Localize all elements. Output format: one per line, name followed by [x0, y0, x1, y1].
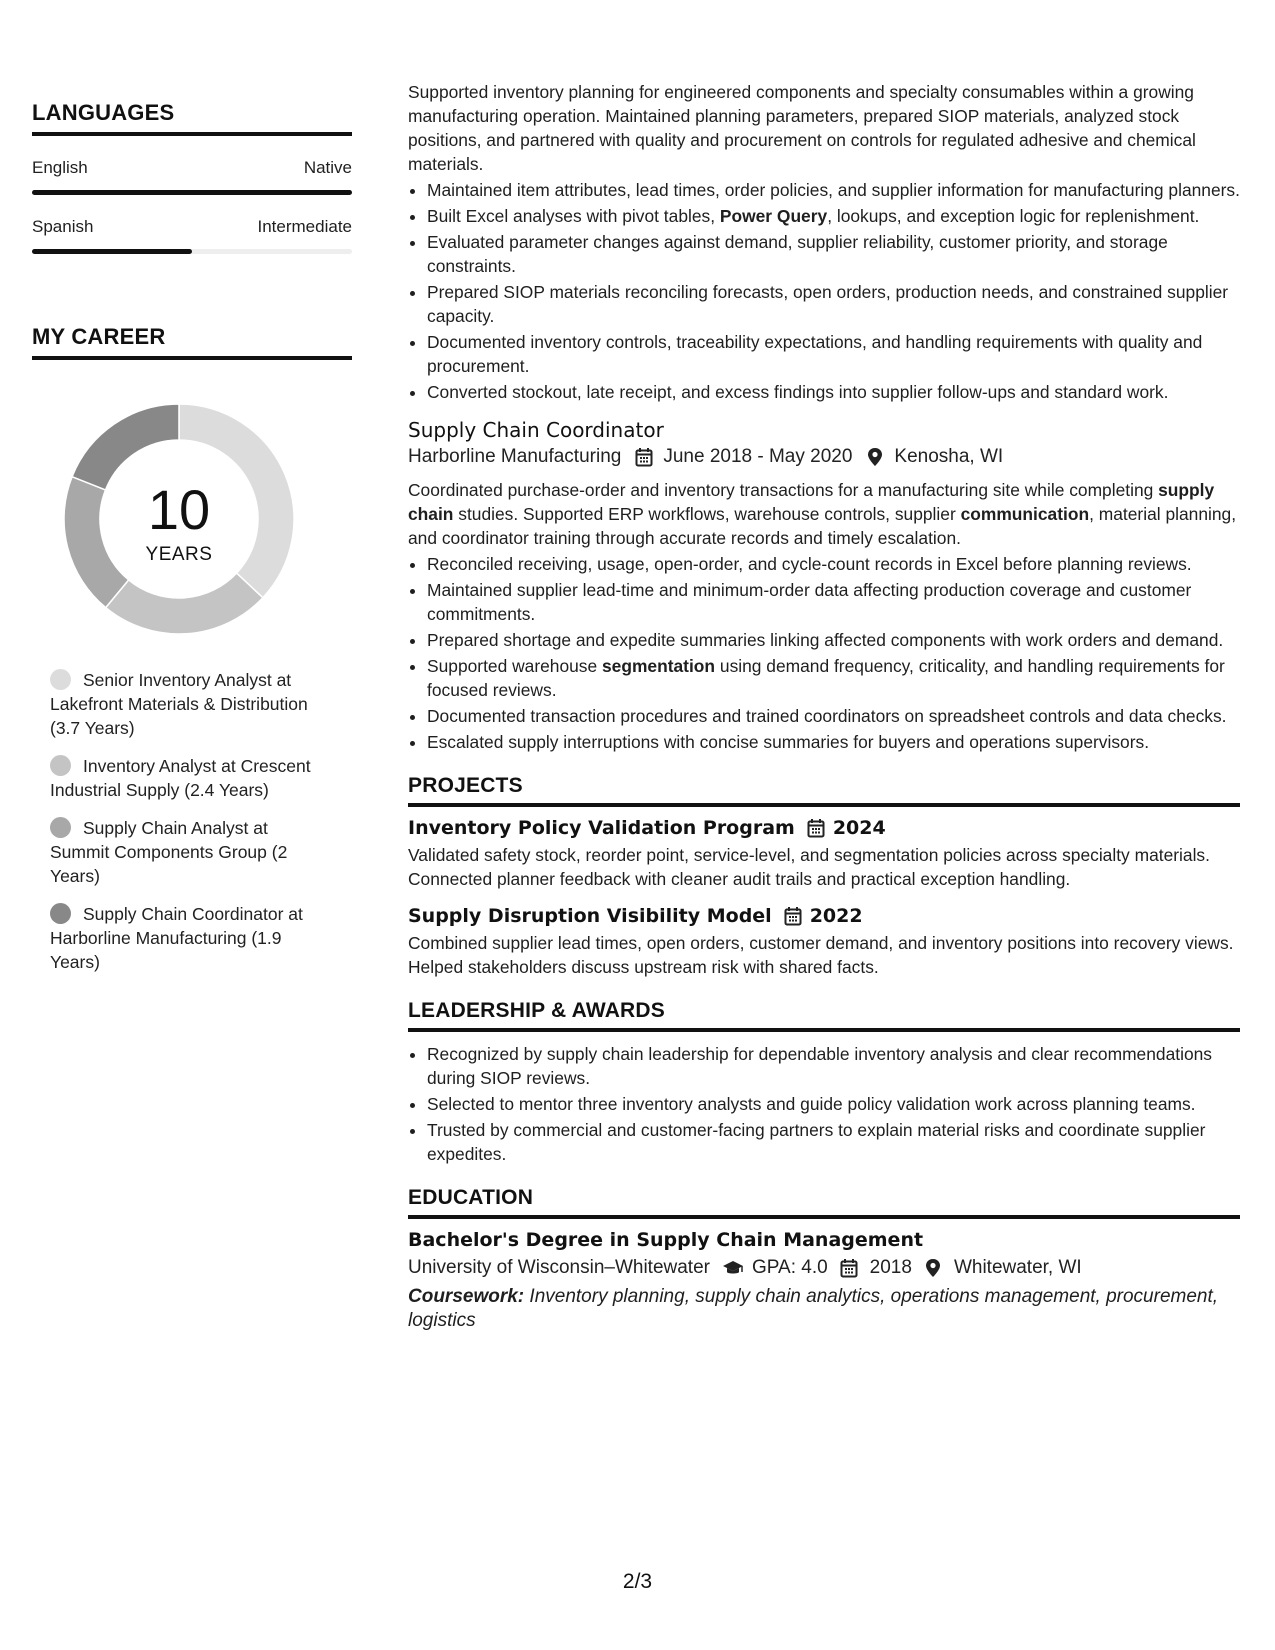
bullet-item: • Built Excel analyses with pivot tables, Power Query, lookups, and exception logic for replenishment.: [427, 204, 1240, 228]
language-name: Spanish: [32, 217, 94, 236]
keyword-highlight: Power Query: [719, 206, 828, 226]
career-role-label: Senior Inventory Analyst at Lakefront Materials & Distribution (3.7 Years): [50, 670, 308, 738]
project-description: Combined supplier lead times, open orders, customer demand, and inventory positions into recovery views. Helped stakeholders discuss upstream risk with shared facts.: [408, 933, 1234, 977]
legend-dot-icon: [50, 755, 71, 776]
career-donut-chart: [64, 404, 294, 634]
career-legend-item: [50, 754, 330, 802]
language-item: [32, 217, 352, 254]
page-number: 2/3: [622, 1570, 653, 1593]
bullet-item: • Converted stockout, late receipt, and excess findings into supplier follow-ups and standard work.: [427, 380, 1240, 404]
career-legend: [50, 668, 330, 974]
job-company: Harborline Manufacturing: [408, 446, 622, 467]
legend-dot-icon: [50, 903, 71, 924]
coursework-label: Coursework:: [408, 1286, 525, 1307]
language-name: English: [32, 158, 88, 177]
keyword-highlight: segmentation: [602, 656, 716, 676]
bullet-item: • Prepared SIOP materials reconciling forecasts, open orders, production needs, and constrained supplier capacity.: [427, 280, 1240, 328]
bullet-item: • Maintained item attributes, lead times, order policies, and supplier information for manufacturing planners.: [427, 178, 1240, 202]
education-location: Whitewater, WI: [953, 1257, 1082, 1278]
education-school: University of Wisconsin–Whitewater: [408, 1257, 710, 1278]
bullet-item: • Documented transaction procedures and trained coordinators on spreadsheet controls and data checks.: [427, 704, 1240, 728]
job-meta: [408, 446, 1240, 468]
project-title: Supply Disruption Visibility Model: [408, 905, 772, 927]
calendar-icon: [840, 1258, 860, 1278]
language-proficiency-bar: [32, 190, 352, 195]
language-proficiency-bar: [32, 249, 352, 254]
career-legend-item: [50, 816, 330, 888]
job-title: Supply Chain Coordinator: [408, 418, 664, 442]
previous-job-summary: Supported inventory planning for engineered components and specialty consumables within a growing manufacturing operation. Maintained planning parameters, prepared SIOP materials, analyzed stock positions, and partnered with quality and procurement on controls for regulated adhesive and chemical materials.: [408, 82, 1196, 174]
career-role-label: Supply Chain Analyst at Summit Components Group (2 Years): [50, 818, 288, 886]
projects-heading: PROJECTS: [408, 774, 1240, 807]
bullet-item: • Maintained supplier lead-time and minimum-order data affecting production coverage and customer commitments.: [427, 578, 1240, 626]
leadership-bullets: [408, 1042, 1240, 1166]
career-total-years: 10: [147, 478, 211, 541]
project-year: 2024: [832, 817, 886, 839]
languages-heading: LANGUAGES: [32, 100, 352, 136]
keyword-highlight: supply chain: [408, 480, 1215, 524]
education-degree: Bachelor's Degree in Supply Chain Management: [408, 1229, 924, 1251]
career-legend-item: [50, 668, 330, 740]
language-proficiency-fill: [32, 249, 192, 254]
job-dates: June 2018 - May 2020: [663, 446, 853, 467]
job-bullets: [408, 552, 1240, 754]
language-proficiency-fill: [32, 190, 352, 195]
bullet-item: • Reconciled receiving, usage, open-order, and cycle-count records in Excel before planning reviews.: [427, 552, 1240, 576]
graduation-cap-icon: [722, 1258, 742, 1278]
bullet-item: • Prepared shortage and expedite summaries linking affected components with work orders and demand.: [427, 628, 1240, 652]
map-pin-icon: [866, 447, 884, 467]
bullet-item: • Documented inventory controls, traceability expectations, and handling requirements with quality and procurement.: [427, 330, 1240, 378]
education-heading: EDUCATION: [408, 1186, 1240, 1219]
career-heading: MY CAREER: [32, 324, 352, 360]
main-content: [408, 80, 1240, 1333]
education-gpa: GPA: 4.0: [751, 1257, 828, 1278]
language-item: [32, 158, 352, 195]
bullet-item: • Supported warehouse segmentation using demand frequency, criticality, and handling requirements for focused reviews.: [427, 654, 1240, 702]
education-year: 2018: [869, 1257, 912, 1278]
project-description: Validated safety stock, reorder point, service-level, and segmentation policies across specialty materials. Connected planner feedback with cleaner audit trails and practical exception handling.: [408, 845, 1210, 889]
career-role-label: Inventory Analyst at Crescent Industrial Supply (2.4 Years): [50, 756, 311, 800]
bullet-item: • Evaluated parameter changes against demand, supplier reliability, customer priority, and storage constraints.: [427, 230, 1240, 278]
bullet-item: • Selected to mentor three inventory analysts and guide policy validation work across planning teams.: [427, 1092, 1240, 1116]
previous-job-bullets: [408, 178, 1240, 404]
sidebar: [32, 82, 352, 988]
project-item: [408, 905, 1240, 979]
leadership-heading: LEADERSHIP & AWARDS: [408, 999, 1240, 1032]
bullet-item: • Trusted by commercial and customer-facing partners to explain material risks and coordinate supplier expedites.: [427, 1118, 1240, 1166]
calendar-icon: [807, 818, 825, 838]
job-location: Kenosha, WI: [894, 446, 1004, 467]
language-level: Native: [303, 158, 352, 177]
legend-dot-icon: [50, 669, 71, 690]
project-title: Inventory Policy Validation Program: [408, 817, 795, 839]
education-meta: [408, 1257, 1240, 1279]
calendar-icon: [784, 906, 802, 926]
project-year: 2022: [809, 905, 863, 927]
language-level: Intermediate: [257, 217, 352, 236]
education-coursework: Coursework: Inventory planning, supply chain analytics, operations management, procurement, logistics: [408, 1286, 1219, 1331]
career-years-unit: YEARS: [145, 544, 213, 565]
career-legend-item: [50, 902, 330, 974]
legend-dot-icon: [50, 817, 71, 838]
keyword-highlight: communication: [960, 504, 1090, 524]
project-item: [408, 817, 1240, 891]
bullet-item: • Recognized by supply chain leadership for dependable inventory analysis and clear recommendations during SIOP reviews.: [427, 1042, 1240, 1090]
calendar-icon: [635, 447, 653, 467]
bullet-item: • Escalated supply interruptions with concise summaries for buyers and operations supervisors.: [427, 730, 1240, 754]
map-pin-icon: [924, 1258, 944, 1278]
job-summary: Coordinated purchase-order and inventory transactions for a manufacturing site while completing supply chain studies. Supported ERP workflows, warehouse controls, supplier communication, material planning, and coordinator training through accurate records and timely escalation.: [408, 480, 1237, 548]
career-role-label: Supply Chain Coordinator at Harborline Manufacturing (1.9 Years): [50, 904, 303, 972]
